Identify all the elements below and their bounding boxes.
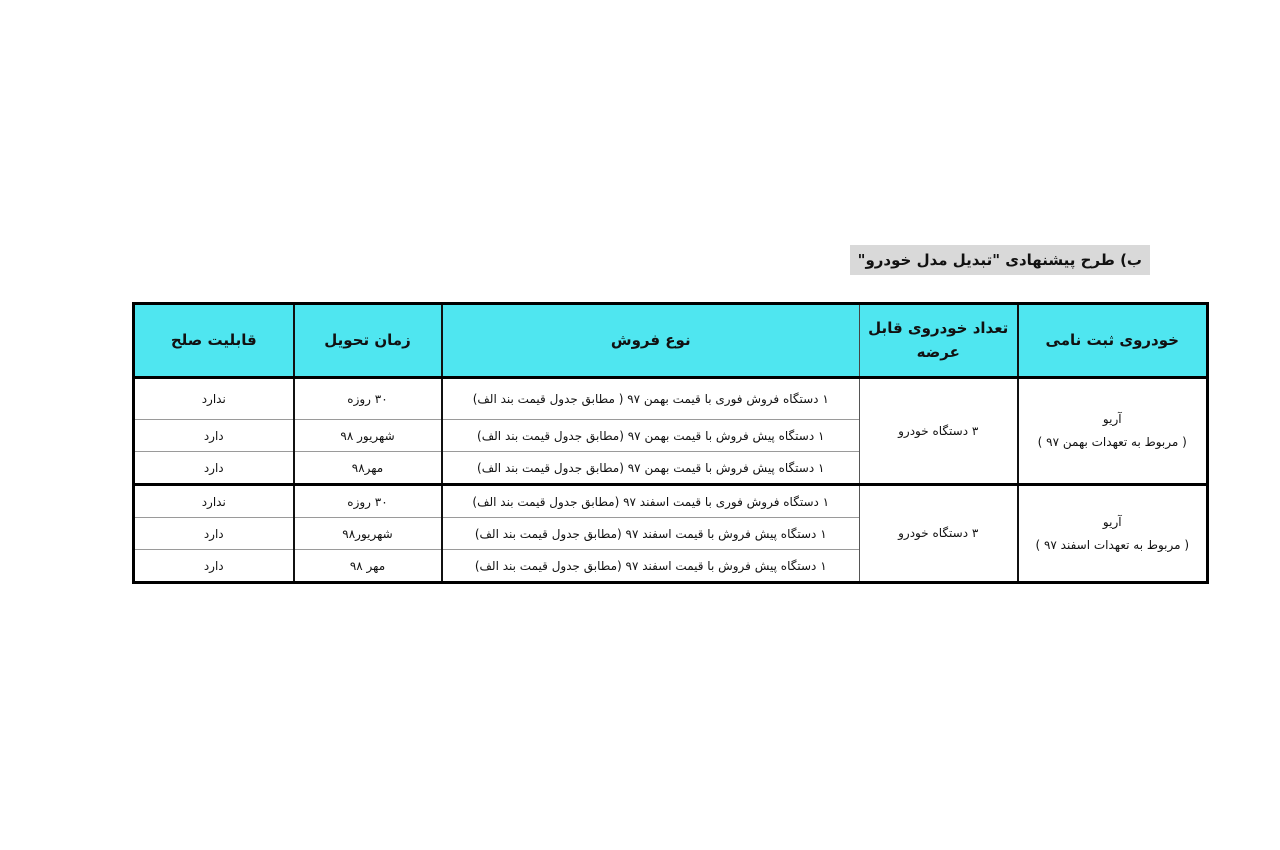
table-row [134,485,1208,518]
dispute-cell: ندارد [134,485,294,518]
sale-type-cell: ۱ دستگاه پیش فروش با قیمت اسفند ۹۷ (مطابق جدول قیمت بند الف) [442,550,860,583]
delivery-time-cell: مهر۹۸ [294,452,442,485]
header-sale-type: نوع فروش [442,304,860,378]
header-registered-car: خودروی ثبت نامی [1018,304,1208,378]
header-row [134,304,1208,378]
sale-type-cell: ۱ دستگاه پیش فروش با قیمت بهمن ۹۷ (مطابق جدول قیمت بند الف) [442,420,860,452]
dispute-cell: دارد [134,550,294,583]
available-count-cell: ۳ دستگاه خودرو [860,485,1018,583]
sale-type-cell: ۱ دستگاه فروش فوری با قیمت اسفند ۹۷ (مطابق جدول قیمت بند الف) [442,485,860,518]
proposal-table [132,302,1209,584]
registered-car-cell [1018,485,1208,583]
delivery-time-cell: شهریور ۹۸ [294,420,442,452]
dispute-cell: دارد [134,420,294,452]
delivery-time-cell: شهریور۹۸ [294,518,442,550]
car-note: ( مربوط به تعهدات اسفند ۹۷ ) [1035,537,1190,552]
dispute-cell: دارد [134,518,294,550]
available-count-cell: ۳ دستگاه خودرو [860,378,1018,485]
registered-car-cell [1018,378,1208,485]
dispute-cell: دارد [134,452,294,485]
car-note: ( مربوط به تعهدات بهمن ۹۷ ) [1037,435,1187,449]
delivery-time-cell: ۳۰ روزه [294,378,442,420]
header-delivery-time: زمان تحویل [294,304,442,378]
header-available-count: تعداد خودروی قابل عرضه [860,304,1018,378]
dispute-cell: ندارد [134,378,294,420]
table-row [134,378,1208,420]
delivery-time-cell: مهر ۹۸ [294,550,442,583]
car-name: آریو [1102,412,1122,427]
delivery-time-cell: ۳۰ روزه [294,485,442,518]
section-title: ب) طرح پیشنهادی "تبدیل مدل خودرو" [850,245,1150,275]
header-dispute-capability: قابلیت صلح [134,304,294,378]
car-name: آریو [1102,514,1122,529]
sale-type-cell: ۱ دستگاه فروش فوری با قیمت بهمن ۹۷ ( مطابق جدول قیمت بند الف) [442,378,860,420]
sale-type-cell: ۱ دستگاه پیش فروش با قیمت بهمن ۹۷ (مطابق جدول قیمت بند الف) [442,452,860,485]
sale-type-cell: ۱ دستگاه پیش فروش با قیمت اسفند ۹۷ (مطابق جدول قیمت بند الف) [442,518,860,550]
